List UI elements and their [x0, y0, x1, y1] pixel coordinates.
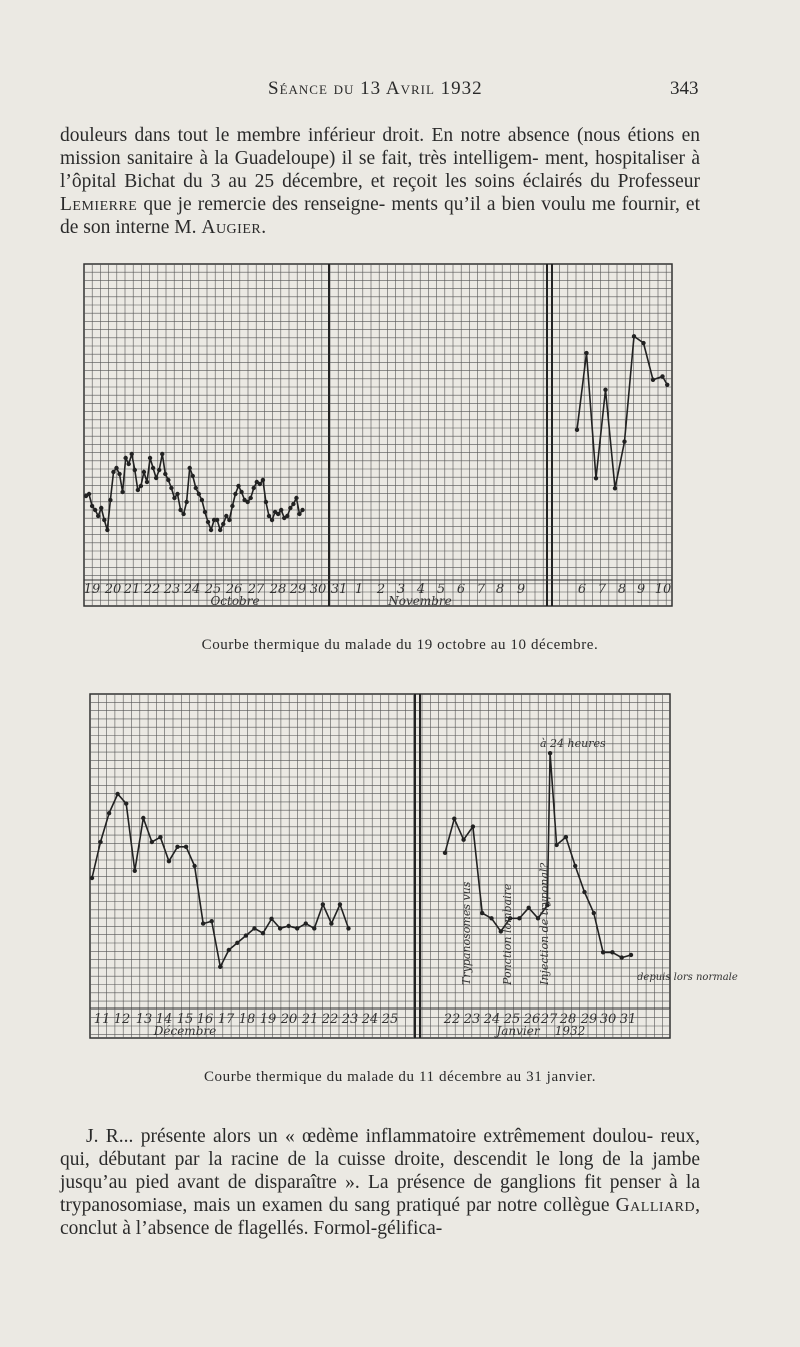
day-tick-label: 9	[636, 582, 646, 597]
temperature-point	[120, 490, 124, 494]
temperature-point	[127, 462, 131, 466]
day-tick-label: 17	[217, 1012, 235, 1027]
chart-1-grid	[84, 264, 672, 606]
day-tick-label: 5	[436, 582, 446, 597]
temperature-point	[96, 514, 100, 518]
temperature-point	[90, 876, 94, 880]
temperature-point	[258, 482, 262, 486]
temperature-point	[175, 492, 179, 496]
temperature-point	[114, 466, 118, 470]
vertical-annotation: Injection de tryponal?	[538, 862, 551, 985]
temperature-point	[133, 869, 137, 873]
temperature-point	[188, 466, 192, 470]
temperature-point	[269, 917, 273, 921]
day-tick-label: 16	[196, 1012, 214, 1027]
temperature-point	[142, 470, 146, 474]
temperature-point	[279, 508, 283, 512]
day-tick-label: 29	[289, 582, 307, 597]
temperature-point	[245, 500, 249, 504]
temperature-point	[221, 522, 225, 526]
temperature-point	[203, 510, 207, 514]
temperature-point	[163, 472, 167, 476]
temperature-point	[346, 926, 350, 930]
vertical-annotation: Trypanosomes vus	[460, 881, 473, 985]
temperature-point	[239, 490, 243, 494]
temperature-point	[209, 528, 213, 532]
temperature-point	[312, 926, 316, 930]
day-tick-label: 22	[321, 1012, 339, 1027]
temperature-point	[123, 456, 127, 460]
temperature-point	[261, 931, 265, 935]
temperature-point	[603, 388, 607, 392]
day-tick-label: 7	[476, 582, 486, 597]
temperature-line	[92, 794, 349, 967]
temperature-point	[294, 496, 298, 500]
temperature-point	[443, 851, 447, 855]
temperature-point	[261, 478, 265, 482]
chart-1-marks	[84, 334, 670, 532]
chart-1-caption: Courbe thermique du malade du 19 octobre au 10 décembre.	[201, 637, 599, 653]
temperature-point	[206, 520, 210, 524]
day-tick-label: 26	[225, 582, 243, 597]
temperature-point	[601, 950, 605, 954]
text-line: .	[261, 217, 267, 238]
text-line: que je remercie des renseigne-	[137, 194, 386, 215]
temperature-point	[278, 926, 282, 930]
text-line: douleurs dans tout le membre inférieur droit. En notre absence (nous	[60, 125, 621, 146]
temperature-point	[285, 514, 289, 518]
temperature-point	[582, 890, 586, 894]
temperature-point	[192, 864, 196, 868]
temperature-point	[233, 492, 237, 496]
day-tick-label: 14	[155, 1012, 173, 1027]
chart-1-labels	[84, 580, 672, 608]
temperature-point	[148, 456, 152, 460]
temperature-point	[620, 955, 624, 959]
temperature-point	[252, 926, 256, 930]
person-name: Lemierre	[60, 194, 138, 215]
temperature-point	[178, 508, 182, 512]
temperature-point	[200, 498, 204, 502]
day-tick-label: 9	[516, 582, 526, 597]
temperature-line	[86, 454, 303, 530]
temperature-point	[157, 468, 161, 472]
temperature-point	[554, 843, 558, 847]
day-tick-label: 29	[580, 1012, 598, 1027]
temperature-point	[665, 383, 669, 387]
temperature-point	[167, 859, 171, 863]
temperature-point	[191, 474, 195, 478]
day-tick-label: 27	[540, 1012, 558, 1027]
text-line: notre collègue	[497, 1195, 616, 1216]
temperature-point	[172, 496, 176, 500]
temperature-point	[297, 512, 301, 516]
chart-2-caption: Courbe thermique du malade du 11 décembre au 31 janvier.	[203, 1069, 597, 1085]
temperature-point	[244, 933, 248, 937]
day-tick-label: 6	[577, 582, 587, 597]
temperature-point	[632, 334, 636, 338]
temperature-point	[130, 452, 134, 456]
day-tick-label: 4	[416, 582, 426, 597]
temperature-point	[564, 835, 568, 839]
day-tick-label: 12	[113, 1012, 131, 1027]
temperature-point	[197, 492, 201, 496]
page-number: 343	[670, 78, 699, 99]
temperature-point	[291, 502, 295, 506]
temperature-point	[158, 835, 162, 839]
temperature-point	[660, 374, 664, 378]
day-tick-label: 22	[443, 1012, 461, 1027]
temperature-point	[133, 468, 137, 472]
temperature-point	[517, 916, 521, 920]
temperature-point	[154, 476, 158, 480]
day-tick-label: 19	[259, 1012, 277, 1027]
day-tick-label: 15	[176, 1012, 194, 1027]
text-line: la jambe jusqu’au pied avant de disparaître ». La présence de ganglions	[60, 1149, 701, 1193]
day-tick-label: 8	[495, 582, 505, 597]
temperature-point	[329, 921, 333, 925]
temperature-point	[471, 824, 475, 828]
day-tick-label: 25	[204, 582, 222, 597]
day-tick-label: 10	[654, 582, 672, 597]
normal-annotation: depuis lors normale	[637, 972, 738, 983]
temperature-point	[452, 817, 456, 821]
temperature-point	[236, 484, 240, 488]
temperature-point	[210, 919, 214, 923]
temperature-point	[300, 508, 304, 512]
temperature-point	[489, 916, 493, 920]
temperature-point	[594, 476, 598, 480]
peak-annotation: à 24 heures	[540, 737, 606, 750]
day-tick-label: 1	[354, 582, 364, 597]
temperature-point	[107, 811, 111, 815]
month-label: Novembre	[388, 594, 452, 608]
temperature-point	[592, 911, 596, 915]
temperature-point	[270, 518, 274, 522]
temperature-point	[218, 528, 222, 532]
temperature-point	[218, 965, 222, 969]
month-label: 1932	[554, 1024, 586, 1038]
temperature-line	[577, 336, 667, 488]
temperature-point	[87, 492, 91, 496]
temperature-point	[338, 902, 342, 906]
temperature-point	[150, 840, 154, 844]
day-tick-label: 31	[330, 582, 348, 597]
temperature-point	[169, 486, 173, 490]
day-tick-label: 28	[559, 1012, 577, 1027]
day-tick-label: 28	[269, 582, 287, 597]
temperature-point	[286, 924, 290, 928]
day-tick-label: 24	[483, 1012, 501, 1027]
day-tick-label: 23	[341, 1012, 359, 1027]
day-tick-label: 2	[376, 582, 386, 597]
temperature-point	[124, 801, 128, 805]
temperature-point	[629, 953, 633, 957]
temperature-point	[184, 845, 188, 849]
text-line: soins éclairés du Professeur	[474, 171, 700, 192]
temperature-point	[201, 921, 205, 925]
temperature-point	[139, 484, 143, 488]
temperature-point	[249, 496, 253, 500]
day-tick-label: 11	[93, 1012, 111, 1027]
temperature-point	[288, 506, 292, 510]
day-tick-label: 30	[599, 1012, 617, 1027]
day-tick-label: 26	[523, 1012, 541, 1027]
temperature-point	[267, 514, 271, 518]
day-tick-label: 20	[104, 582, 122, 597]
temperature-point	[102, 518, 106, 522]
temperature-point	[461, 838, 465, 842]
month-label: Octobre	[210, 594, 260, 608]
day-tick-label: 20	[280, 1012, 298, 1027]
temperature-point	[321, 902, 325, 906]
temperature-point	[573, 864, 577, 868]
temperature-point	[115, 792, 119, 796]
day-tick-label: 18	[238, 1012, 256, 1027]
temperature-point	[166, 478, 170, 482]
temperature-point	[641, 341, 645, 345]
day-tick-label: 6	[456, 582, 466, 597]
temperature-point	[295, 926, 299, 930]
temperature-point	[584, 351, 588, 355]
day-tick-label: 19	[83, 582, 101, 597]
temperature-point	[99, 506, 103, 510]
day-tick-label: 25	[503, 1012, 521, 1027]
text-line: ments qu’il a bien voulu me fournir, et de son interne M.	[60, 194, 700, 238]
temperature-point	[141, 816, 145, 820]
temperature-point	[117, 472, 121, 476]
day-tick-label: 13	[135, 1012, 153, 1027]
month-label: Janvier	[496, 1024, 540, 1038]
day-tick-label: 8	[617, 582, 627, 597]
text-line: reux, qui, débutant par la racine de la cuisse droite, descendit le long de	[60, 1126, 701, 1170]
temperature-point	[276, 512, 280, 516]
temperature-point	[622, 439, 626, 443]
temperature-point	[575, 428, 579, 432]
temperature-point	[227, 518, 231, 522]
day-tick-label: 25	[381, 1012, 399, 1027]
temperature-point	[235, 941, 239, 945]
running-title: Séance du 13 Avril 1932	[268, 78, 483, 99]
temperature-point	[252, 486, 256, 490]
temperature-point	[184, 500, 188, 504]
text-line: , conclut à l’absence de flagellés. Formol-gélifica-	[60, 1195, 700, 1239]
grid-frame	[84, 264, 672, 606]
temperature-point	[136, 488, 140, 492]
temperature-point	[90, 504, 94, 508]
day-tick-label: 31	[619, 1012, 637, 1027]
day-tick-label: 21	[301, 1012, 319, 1027]
day-tick-label: 3	[396, 582, 406, 597]
text-line: ment, hospitaliser à l’ôpital Bichat du 3 au 25 décembre, et reçoit les	[60, 148, 700, 192]
temperature-point	[613, 486, 617, 490]
text-line: étions en mission sanitaire à la Guadeloupe) il se fait, très intelligem-	[60, 125, 701, 169]
day-tick-label: 24	[183, 582, 201, 597]
temperature-point	[215, 518, 219, 522]
temperature-point	[548, 751, 552, 755]
day-tick-label: 23	[163, 582, 181, 597]
day-tick-label: 22	[143, 582, 161, 597]
vertical-annotation: Ponction lombaire	[501, 883, 514, 985]
person-name: Galliard	[615, 1195, 696, 1216]
paragraph-bottom	[60, 1125, 700, 1240]
temperature-point	[181, 512, 185, 516]
temperature-point	[264, 500, 268, 504]
temperature-point	[151, 466, 155, 470]
temperature-point	[111, 470, 115, 474]
temperature-point	[108, 498, 112, 502]
day-tick-label: 30	[309, 582, 327, 597]
temperature-point	[194, 486, 198, 490]
temperature-point	[227, 948, 231, 952]
day-tick-label: 21	[123, 582, 141, 597]
temperature-point	[230, 504, 234, 508]
temperature-point	[93, 508, 97, 512]
temperature-point	[175, 845, 179, 849]
temperature-point	[610, 950, 614, 954]
temperature-point	[304, 921, 308, 925]
month-label: Décembre	[153, 1024, 217, 1038]
text-line: fit penser à la trypanosomiase, mais un examen du sang pratiqué par	[60, 1172, 701, 1216]
day-tick-label: 27	[247, 582, 265, 597]
temperature-point	[224, 514, 228, 518]
day-tick-label: 23	[463, 1012, 481, 1027]
text-line: J. R... présente alors un « œdème inflammatoire extrêmement doulou-	[86, 1126, 654, 1147]
temperature-point	[105, 528, 109, 532]
person-name: Augier	[201, 217, 262, 238]
temperature-point	[98, 840, 102, 844]
day-tick-label: 7	[597, 582, 607, 597]
temperature-point	[527, 906, 531, 910]
temperature-point	[145, 480, 149, 484]
temperature-point	[480, 911, 484, 915]
day-tick-label: 24	[361, 1012, 379, 1027]
temperature-point	[160, 452, 164, 456]
temperature-point	[651, 378, 655, 382]
